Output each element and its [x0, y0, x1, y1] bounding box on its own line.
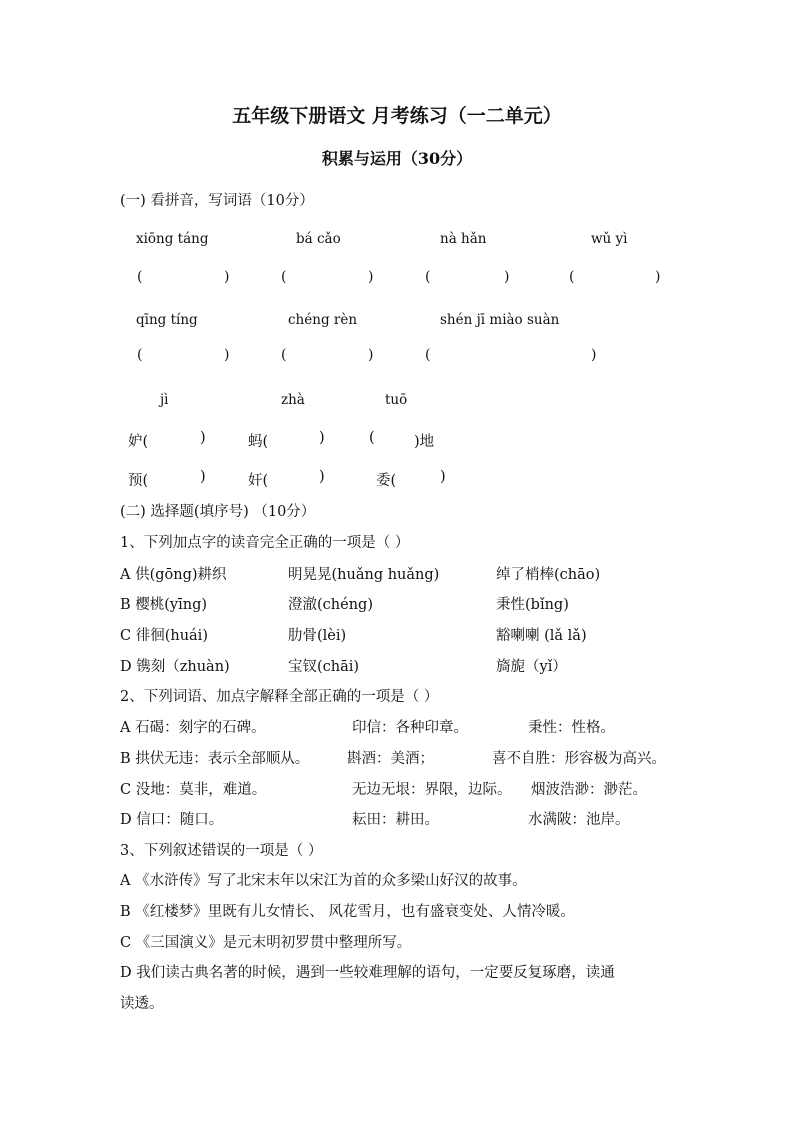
- option-d: 耘田：耕田。: [352, 812, 439, 828]
- option-d: D 我们读古典名著的时候，遇到一些较难理解的语句，一定要反复琢磨，读通: [120, 965, 615, 981]
- option-d: 宝钗(chāi): [288, 659, 360, 675]
- box-close: ): [224, 347, 230, 363]
- char-blank: 奸(: [248, 473, 269, 489]
- pinyin-item: xiōng táng: [136, 231, 209, 247]
- option-b: B 樱桃(yīng): [120, 597, 208, 613]
- option-b: 秉性(bǐng): [496, 597, 569, 613]
- option-d: D 信口：随口。: [120, 812, 224, 828]
- box-open: (: [425, 347, 431, 363]
- box-open: (: [137, 347, 143, 363]
- option-c: C 徘徊(huái): [120, 628, 208, 644]
- question-1-stem: 1、下列加点字的读音完全正确的一项是（ ）: [120, 535, 410, 551]
- option-b: 喜不自胜：形容极为高兴。: [492, 751, 666, 767]
- option-d: 水满陂：池岸。: [528, 812, 630, 828]
- question-2-stem: 2、下列词语、加点字解释全部正确的一项是（ ）: [120, 689, 439, 705]
- char-blank: ): [200, 430, 206, 446]
- section1-heading: (一) 看拼音，写词语（10分）: [120, 193, 314, 209]
- box-close: ): [368, 269, 374, 285]
- box-close: ): [368, 347, 374, 363]
- char-blank: ): [440, 469, 446, 485]
- option-a: 秉性：性格。: [528, 720, 615, 736]
- question-3-stem: 3、下列叙述错误的一项是（ ）: [120, 843, 323, 859]
- box-close: ): [591, 347, 597, 363]
- char-blank: ): [200, 469, 206, 485]
- section2-heading: (二) 选择题(填序号) （10分）: [120, 504, 316, 520]
- char-pinyin: tuō: [385, 392, 408, 408]
- option-a: 绰了梢棒(chāo): [496, 567, 601, 583]
- option-c: 豁喇喇 (lǎ lǎ): [496, 628, 587, 644]
- option-c: 烟波浩渺：渺茫。: [531, 782, 647, 798]
- option-a: A 供(gōng)耕织: [120, 567, 227, 583]
- option-b: B 《红楼梦》里既有儿女情长、 风花雪月，也有盛衰变处、人情冷暖。: [120, 904, 575, 920]
- box-open: (: [137, 269, 143, 285]
- option-d-continued: 读透。: [120, 996, 164, 1012]
- pinyin-item: wǔ yì: [591, 231, 628, 247]
- char-blank: (: [369, 430, 375, 446]
- pinyin-item: bá cǎo: [296, 231, 341, 247]
- pinyin-item: nà hǎn: [440, 231, 487, 247]
- page-title: 五年级下册语文 月考练习（一二单元）: [232, 105, 562, 127]
- option-b: 斟酒：美酒；: [347, 751, 434, 767]
- option-b: B 拱伏无违：表示全部顺从。: [120, 751, 310, 767]
- option-a: A 石碣：刻字的石碑。: [120, 720, 266, 736]
- char-blank: 蚂(: [248, 434, 269, 450]
- char-pinyin: zhà: [281, 392, 305, 408]
- char-pinyin: jì: [160, 392, 169, 408]
- box-close: ): [504, 269, 510, 285]
- box-close: ): [224, 269, 230, 285]
- pinyin-item: shén jī miào suàn: [440, 312, 560, 328]
- char-blank: ): [319, 469, 325, 485]
- box-open: (: [281, 269, 287, 285]
- box-open: (: [569, 269, 575, 285]
- char-blank: 预(: [128, 473, 149, 489]
- char-blank: 委(: [376, 473, 397, 489]
- box-open: (: [425, 269, 431, 285]
- option-d: D 镌刻（zhuàn): [120, 659, 230, 675]
- option-c: C 没地：莫非，难道。: [120, 782, 267, 798]
- option-c: C 《三国演义》是元末明初罗贯中整理所写。: [120, 935, 412, 951]
- option-a: A 《水浒传》写了北宋末年以宋江为首的众多梁山好汉的故事。: [120, 873, 527, 889]
- char-blank: )地: [414, 434, 435, 450]
- option-a: 明晃晃(huǎng huǎng): [288, 567, 440, 583]
- pinyin-item: chéng rèn: [288, 312, 358, 328]
- option-c: 肋骨(lèi): [288, 628, 347, 644]
- char-blank: 妒(: [128, 434, 149, 450]
- option-b: 澄澈(chéng): [288, 597, 373, 613]
- option-d: 旖旎（yǐ）: [496, 659, 567, 675]
- char-blank: ): [319, 430, 325, 446]
- option-c: 无边无垠：界限，边际。: [352, 782, 512, 798]
- option-a: 印信：各种印章。: [352, 720, 468, 736]
- page-subtitle: 积累与运用（30分）: [321, 149, 473, 168]
- box-close: ): [655, 269, 661, 285]
- pinyin-item: qīng tíng: [136, 312, 198, 328]
- box-open: (: [281, 347, 287, 363]
